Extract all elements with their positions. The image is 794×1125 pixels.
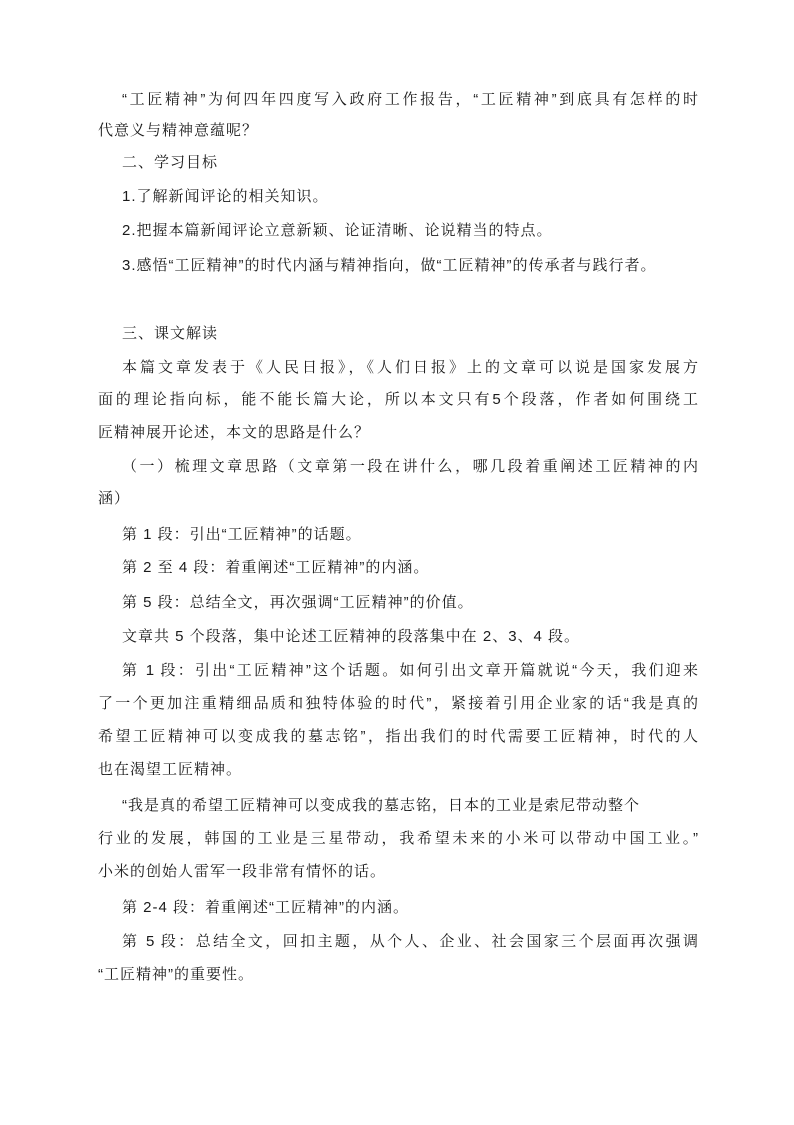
section1-line: 了一个更加注重精细品质和独特体验的时代”，紧接着引用企业家的话“我是真的 xyxy=(98,695,698,712)
reading-paragraph-line: 面的理论指向标，能不能长篇大论，所以本文只有5个段落，作者如何围绕工 xyxy=(98,391,698,408)
objectives-heading: 二、学习目标 xyxy=(122,154,219,171)
outline-item: 第 1 段：引出“工匠精神”的话题。 xyxy=(122,526,362,543)
outline-item: 第 2 至 4 段：着重阐述“工匠精神”的内涵。 xyxy=(122,559,430,576)
reading-paragraph-line: 匠精神展开论述，本文的思路是什么？ xyxy=(98,424,371,441)
section1-line: 希望工匠精神可以变成我的墓志铭”，指出我们的时代需要工匠精神，时代的人 xyxy=(98,728,698,745)
reading-subheading-line: （一）梳理文章思路（文章第一段在讲什么，哪几段着重阐述工匠精神的内 xyxy=(122,458,698,475)
quote-line: 行业的发展，韩国的工业是三星带动，我希望未来的小米可以带动中国工业。” xyxy=(98,830,698,847)
reading-subheading-line: 涵） xyxy=(98,490,131,507)
reading-paragraph-line: 本篇文章发表于《人民日报》，《人们日报》上的文章可以说是国家发展方 xyxy=(122,359,698,376)
section1-line: 也在渴望工匠精神。 xyxy=(98,761,243,778)
section5-line: 第 5 段：总结全文，回扣主题，从个人、企业、社会国家三个层面再次强调 xyxy=(122,933,698,950)
section1-line: 第 1 段：引出“工匠精神”这个话题。如何引出文章开篇就说“今天，我们迎来 xyxy=(122,662,698,679)
outline-item: 第 5 段：总结全文，再次强调“工匠精神”的价值。 xyxy=(122,594,474,611)
intro-line: “工匠精神”为何四年四度写入政府工作报告，“工匠精神”到底具有怎样的时 xyxy=(122,91,698,108)
section5-line: “工匠精神”的重要性。 xyxy=(98,966,254,983)
quote-line: 小米的创始人雷军一段非常有情怀的话。 xyxy=(98,863,387,880)
reading-heading: 三、课文解读 xyxy=(122,325,219,342)
objective-item: 3.感悟“工匠精神”的时代内涵与精神指向，做“工匠精神”的传承者与践行者。 xyxy=(122,257,657,274)
objective-item: 1.了解新闻评论的相关知识。 xyxy=(122,188,329,205)
objective-item: 2.把握本篇新闻评论立意新颖、论证清晰、论说精当的特点。 xyxy=(122,222,553,239)
section2-4-line: 第 2-4 段：着重阐述“工匠精神”的内涵。 xyxy=(122,899,410,916)
intro-line: 代意义与精神意蕴呢？ xyxy=(98,122,259,139)
quote-line: “我是真的希望工匠精神可以变成我的墓志铭，日本的工业是索尼带动整个 xyxy=(122,797,640,814)
summary-line: 文章共 5 个段落，集中论述工匠精神的段落集中在 2、3、4 段。 xyxy=(122,628,581,645)
